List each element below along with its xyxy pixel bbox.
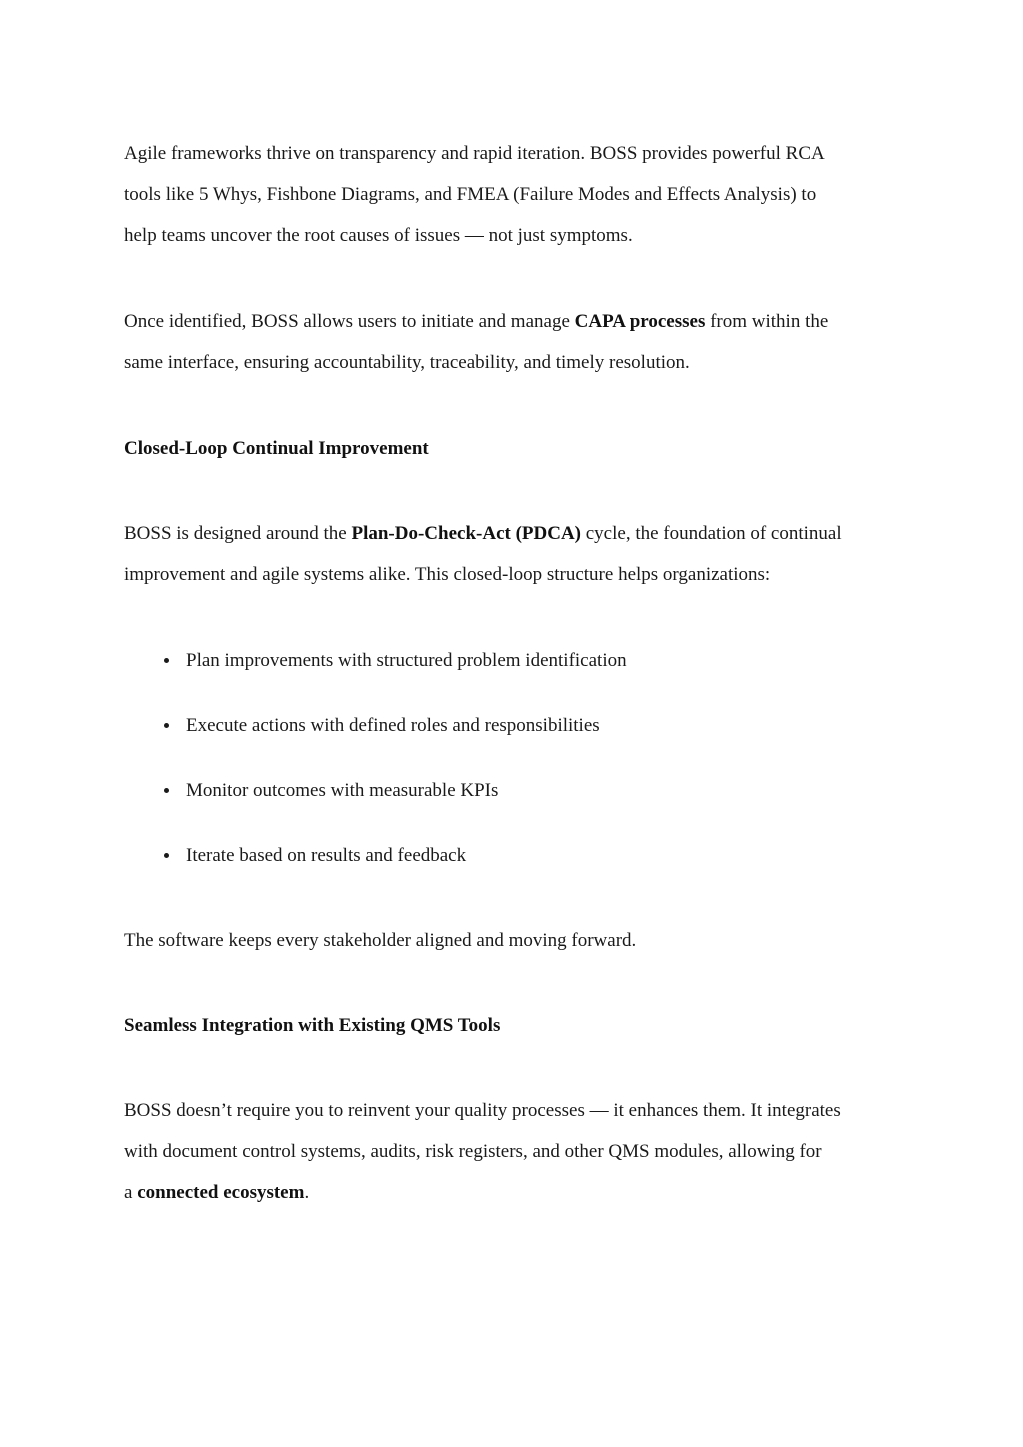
text-line: Agile frameworks thrive on transparency and rapid iteration. BOSS provides powerful RCA: [124, 143, 825, 164]
text-line: [124, 1172, 914, 1213]
bold-term-capa: CAPA processes: [574, 311, 706, 332]
heading-text: Closed-Loop Continual Improvement: [124, 438, 429, 459]
heading-text: Seamless Integration with Existing QMS Tools: [124, 1015, 501, 1036]
paragraph-pdca: [124, 513, 914, 595]
text-line: BOSS doesn’t require you to reinvent your quality processes — it enhances them. It integrates: [124, 1100, 841, 1121]
text-line: improvement and agile systems alike. This closed-loop structure helps organizations:: [124, 564, 771, 585]
paragraph-stakeholder: [124, 920, 914, 961]
text-line: [124, 513, 914, 554]
bold-term-pdca: Plan-Do-Check-Act (PDCA): [351, 523, 581, 544]
bullet-icon: [164, 853, 169, 858]
text-run: cycle, the foundation of continual: [581, 523, 842, 544]
list-item: [124, 640, 914, 681]
text-run: from within the: [705, 311, 829, 332]
bullet-icon: [164, 788, 169, 793]
paragraph-rca: [124, 133, 914, 256]
list-item-text: Iterate based on results and feedback: [186, 845, 467, 866]
text-run: BOSS is designed around the: [124, 523, 352, 544]
text-line: same interface, ensuring accountability, traceability, and timely resolution.: [124, 352, 690, 373]
text-line: tools like 5 Whys, Fishbone Diagrams, and FMEA (Failure Modes and Effects Analysis) to: [124, 184, 817, 205]
text-line: The software keeps every stakeholder aligned and moving forward.: [124, 930, 637, 951]
bold-term-ecosystem: connected ecosystem: [137, 1182, 305, 1203]
paragraph-integration: [124, 1090, 914, 1213]
text-line: with document control systems, audits, risk registers, and other QMS modules, allowing for: [124, 1141, 822, 1162]
list-item-text: Monitor outcomes with measurable KPIs: [186, 780, 499, 801]
heading-integration: [124, 1005, 914, 1046]
paragraph-capa: [124, 301, 914, 383]
heading-closed-loop: [124, 428, 914, 469]
list-item-text: Execute actions with defined roles and responsibilities: [186, 715, 600, 736]
list-item: [124, 705, 914, 746]
text-line: [124, 301, 914, 342]
bullet-icon: [164, 723, 169, 728]
list-item-text: Plan improvements with structured problem identification: [186, 650, 627, 671]
text-line: help teams uncover the root causes of issues — not just symptoms.: [124, 225, 633, 246]
text-run: .: [304, 1182, 310, 1203]
text-run: Once identified, BOSS allows users to initiate and manage: [124, 311, 575, 332]
list-item: [124, 770, 914, 811]
list-item: [124, 835, 914, 876]
bullet-icon: [164, 658, 169, 663]
text-run: a: [124, 1182, 138, 1203]
